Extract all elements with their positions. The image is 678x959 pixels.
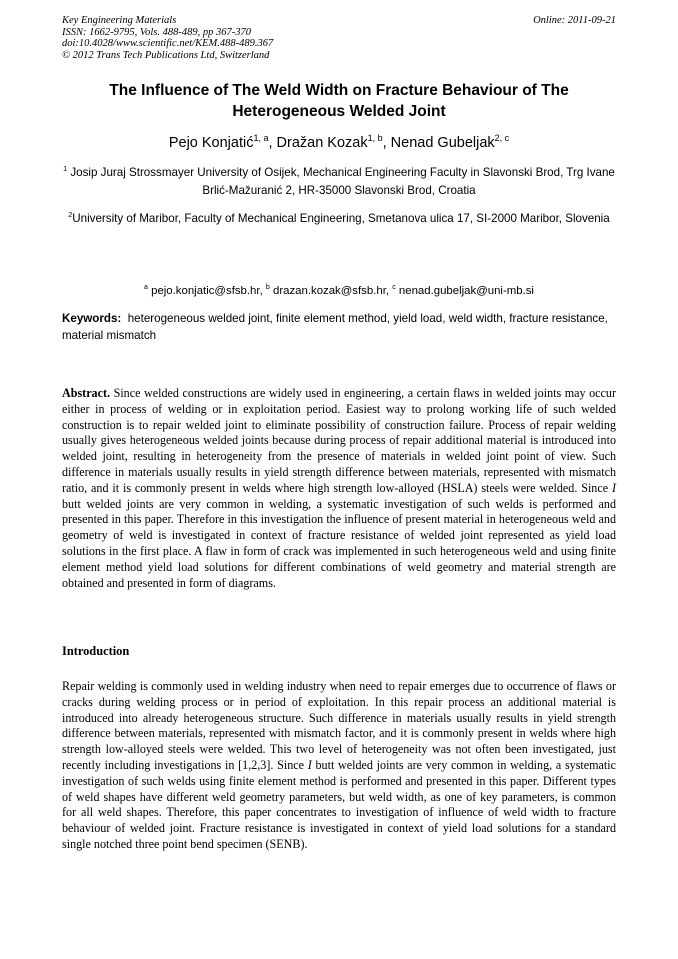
keywords-text: heterogeneous welded joint, finite element method, yield load, weld width, fracture resistance, material mismatch (62, 312, 608, 342)
author-list (62, 133, 616, 153)
journal-header (62, 15, 616, 61)
affiliation-text: University of Maribor, Faculty of Mechanical Engineering, Smetanova ulica 17, SI-2000 Maribor, Slovenia (72, 212, 610, 225)
keywords-label: Keywords: (62, 312, 122, 325)
abstract-text: Since welded constructions are widely used in engineering, a certain flaws in welded joints may occur either in process of welding or in exploitation period. Easiest way to prolong working life of such welded construction is to repair welded joint to eliminate possibility of construction failure. Process of repair welding usually gives heterogeneous welded joints because during process of repair additional material is introduced into welded joint, resulting in heterogeneity from the presence of materials in welded joint point of view. Such difference in materials usually results in yield strength difference between materials, represented with mismatch ratio, and it is commonly present in welds where high strength low-alloyed (HSLA) steels were welded. Since (62, 386, 616, 495)
introduction-body (62, 679, 616, 853)
email-address[interactable]: pejo.konjatic@sfsb.hr (151, 285, 260, 297)
email-address[interactable]: drazan.kozak@sfsb.hr (273, 285, 386, 297)
email-sup: b (265, 284, 270, 292)
affiliation-1 (62, 164, 616, 200)
affiliation-text: Josip Juraj Strossmayer University of Osijek, Mechanical Engineering Faculty in Slavonski Brod, Trg Ivane Brlić-Mažuranić 2, HR-35000 Slavonski Brod, Croatia (70, 166, 615, 197)
issn-line: ISSN: 1662-9795, Vols. 488-489, pp 367-370 (62, 26, 251, 38)
abstract-text-cont: butt welded joints are very common in welding, a systematic investigation of such welds is performed and presented in this paper. Therefore in this investigation the influence of present material in heterogeneous weld and geometry of weld is investigated in context of fracture resistance of welded joint represented as yield load solutions in the first place. A flaw in form of crack was implemented in such heterogeneous weld and using finite element method yield load solutions for different combinations of weld geometry and material strength are obtained and presented in form of diagrams. (62, 496, 616, 590)
doi-line: doi:10.4028/www.scientific.net/KEM.488-489.367 (62, 38, 274, 50)
journal-name: Key Engineering Materials (62, 15, 177, 26)
affiliation-sup: 1 (63, 164, 68, 174)
author-name: Pejo Konjatić (168, 135, 254, 151)
affiliation-2 (62, 210, 616, 228)
author-sup: 1, a (253, 133, 269, 144)
author-name: Dražan Kozak (276, 135, 368, 151)
keywords-section (62, 310, 616, 344)
abstract-label: Abstract. (62, 386, 111, 400)
paper-title: The Influence of The Weld Width on Fracture Behaviour of The Heterogeneous Welded Joint (109, 82, 569, 120)
author-sup: 2, c (494, 133, 510, 144)
abstract-section (62, 386, 616, 591)
email-address[interactable]: nenad.gubeljak@uni-mb.si (398, 285, 534, 297)
email-list (62, 283, 616, 299)
intro-text: Repair welding is commonly used in welding industry when need to repair emerges due to occurrence of flaws or cracks during welding process or in period of exploitation. In this repair process an additional material is introduced into already heterogeneous structure. Such difference in materials usually results in yield strength difference between materials, represented with mismatch factor, and it is commonly present in welds where high strength low-alloyed steels were welded. This two level of heterogeneity was not often been investigated, just recently including investigations in [1,2,3]. Since (62, 679, 616, 772)
introduction-heading: Introduction (62, 644, 130, 658)
author-sup: 1, b (367, 133, 383, 144)
author-name: Nenad Gubeljak (390, 135, 495, 151)
copyright-line: © 2012 Trans Tech Publications Ltd, Switzerland (62, 49, 270, 61)
author-sep: , (268, 135, 277, 151)
email-sep: , (385, 285, 393, 297)
online-date: Online: 2011-09-21 (533, 15, 616, 26)
intro-text-cont: butt welded joints are very common in welding, a systematic investigation of such welds using finite element method is performed and presented in this paper. Different types of weld shapes have different weld geometry parameters, but weld width, as one of key parameters, is common for all weld shapes. Therefore, this paper concentrates to investigation of influence of weld width to fracture behaviour of welded joint. Fracture resistance is investigated in context of yield load solutions for a standard single notched three point bend specimen (SENB). (62, 757, 617, 851)
email-sup: c (392, 284, 396, 292)
email-sep: , (259, 285, 266, 297)
author-sep: , (382, 135, 391, 151)
email-sup: a (144, 284, 148, 292)
abstract-italic: I (611, 480, 617, 495)
intro-italic: I (307, 757, 312, 772)
affiliation-sup: 2 (68, 210, 73, 220)
